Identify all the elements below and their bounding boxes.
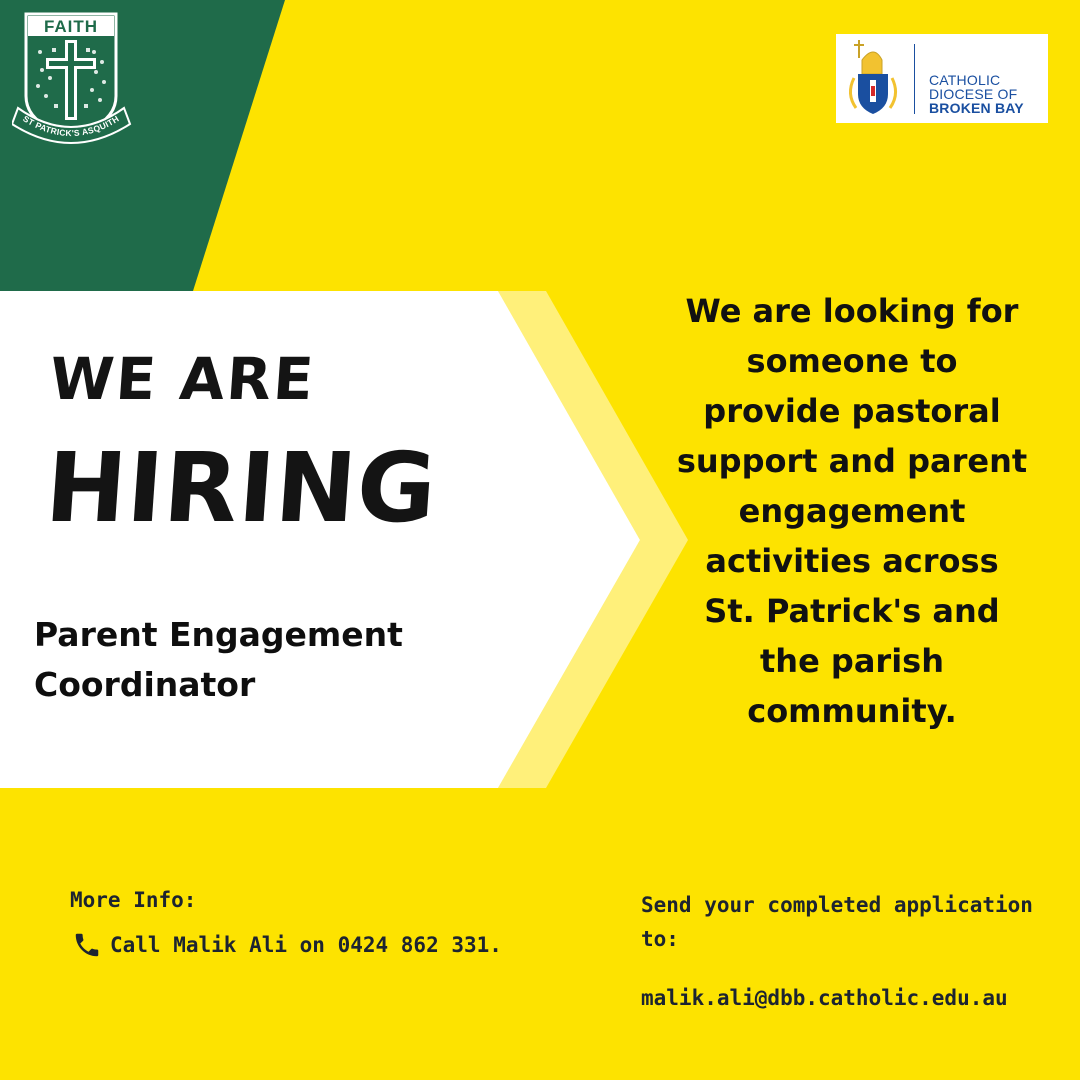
school-logo-word: FAITH <box>43 17 99 36</box>
send-application-label: Send your completed application to: <box>641 893 1033 951</box>
school-logo-ribbon-text: ST PATRICK'S ASQUITH <box>21 113 121 139</box>
application-email[interactable]: malik.ali@dbb.catholic.edu.au <box>641 986 1008 1010</box>
diocese-logo-line2: DIOCESE OF <box>929 86 1018 102</box>
contact-phone-row <box>72 930 502 960</box>
diocese-logo-line1: CATHOLIC <box>929 72 1001 88</box>
job-description: We are looking for someone to provide pastoral support and parent engagement activities across St. Patrick's and the parish community. <box>676 292 1028 730</box>
diocese-logo-line3: BROKEN BAY <box>929 100 1024 116</box>
headline-hiring: HIRING <box>42 432 441 544</box>
contact-phone-text: Call Malik Ali on 0424 862 331. <box>110 933 502 957</box>
diocese-logo <box>836 34 1048 123</box>
headline-we-are: WE ARE <box>47 345 318 413</box>
phone-icon <box>72 930 102 960</box>
job-title <box>34 610 403 710</box>
mitre-crest-icon <box>836 34 916 123</box>
diocese-logo-text <box>929 73 1024 115</box>
job-title-line1: Parent Engagement <box>34 615 403 654</box>
school-crest-logo <box>12 12 134 148</box>
more-info-label: More Info: <box>70 888 197 912</box>
job-title-line2: Coordinator <box>34 665 256 704</box>
